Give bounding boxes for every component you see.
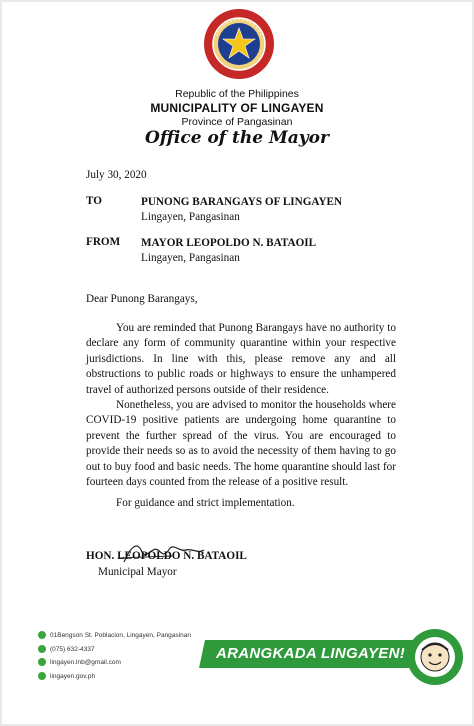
to-label: TO	[86, 195, 102, 207]
to-recipient	[141, 195, 342, 225]
footer-phone	[38, 645, 94, 653]
memo-page	[2, 2, 472, 724]
paragraph-3: For guidance and strict implementation.	[116, 497, 295, 509]
phone-text: (075) 632-4337	[50, 645, 95, 653]
paragraph-2: Nonetheless, you are advised to monitor the households where COVID-19 positive patients are undergoing home quarantine to prevent the further spread of the virus. You are encouraged to provide their needs so as to avoid the necessity of them having to go out to buy food and basic needs. The home quarantine should last for fourteen days counted from the release of a positive result.	[86, 399, 396, 489]
office-heading: Office of the Mayor	[145, 128, 329, 148]
from-place: Lingayen, Pangasinan	[141, 252, 240, 265]
footer-website	[38, 672, 95, 680]
salutation: Dear Punong Barangays,	[86, 293, 198, 305]
paragraph-1: You are reminded that Punong Barangays have no authority to declare any form of community quarantine within your respective jurisdictions. In line with this, please remove any and all obstructions to public roads or highways to ensure the unhampered travel of authorized persons outside of their residence.	[86, 322, 396, 396]
province-heading: Province of Pangasinan	[181, 116, 293, 128]
globe-icon	[38, 672, 46, 680]
signatory-name: HON. LEOPOLDO N. BATAOIL	[86, 550, 247, 562]
from-label: FROM	[86, 236, 121, 248]
linggo-ng-bayan-badge-icon	[406, 628, 464, 686]
to-name: PUNONG BARANGAYS OF LINGAYEN	[141, 196, 343, 208]
email-icon	[38, 658, 46, 666]
phone-icon	[38, 645, 46, 653]
municipality-heading: MUNICIPALITY OF LINGAYEN	[150, 101, 324, 115]
slogan-text: ARANGKADA LINGAYEN!	[216, 645, 406, 662]
municipal-seal-icon	[203, 8, 275, 80]
website-text: lingayen.gov.ph	[50, 672, 96, 680]
to-place: Lingayen, Pangasinan	[141, 211, 240, 224]
address-text: 01Bengson St. Poblacion, Lingayen, Pangasinan	[50, 631, 191, 639]
from-sender	[141, 236, 316, 266]
footer-email	[38, 658, 121, 666]
email-text: lingayen.lnb@gmail.com	[50, 658, 121, 666]
republic-heading: Republic of the Philippines	[175, 88, 299, 100]
from-name: MAYOR LEOPOLDO N. BATAOIL	[141, 237, 317, 249]
location-icon	[38, 631, 46, 639]
signatory-title: Municipal Mayor	[98, 566, 177, 578]
footer-address	[38, 631, 191, 639]
memo-date: July 30, 2020	[86, 169, 147, 181]
